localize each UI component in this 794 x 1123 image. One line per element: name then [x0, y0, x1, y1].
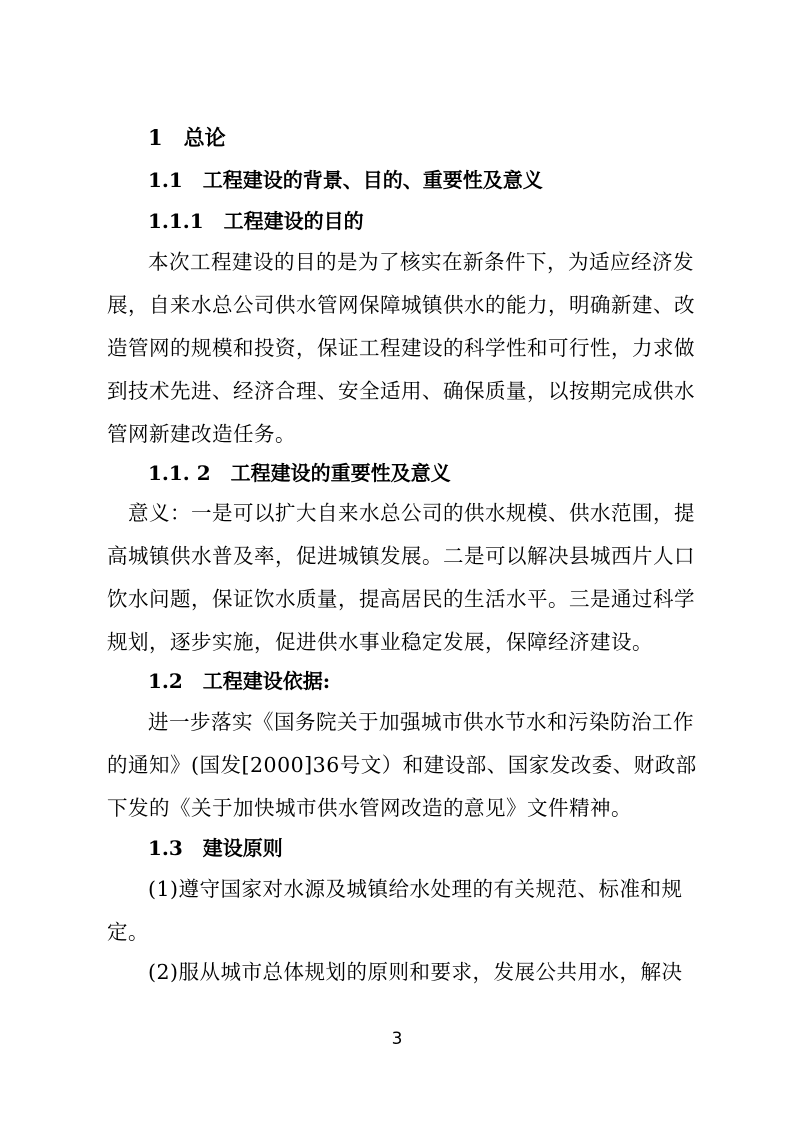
paragraph-line: 到技术先进、经济合理、安全适用、确保质量，以按期完成供水 [107, 379, 695, 403]
heading-1-1-1: 1.1.1 工程建设的目的 [148, 209, 364, 233]
paragraph-line: 规划，逐步实施，促进供水事业稳定发展，保障经济建设。 [107, 630, 653, 654]
heading-1-3: 1.3 建设原则 [148, 836, 283, 860]
paragraph-line: 高城镇供水普及率，促进城镇发展。二是可以解决县城西片人口 [107, 544, 695, 568]
paragraph-line: 进一步落实《国务院关于加强城市供水节水和污染防治工作 [148, 710, 694, 734]
heading-1-1: 1.1 工程建设的背景、目的、重要性及意义 [148, 168, 543, 192]
paragraph-line: 饮水问题，保证饮水质量，提高居民的生活水平。三是通过科学 [107, 587, 695, 611]
paragraph-line: 展，自来水总公司供水管网保障城镇供水的能力，明确新建、改 [107, 293, 695, 317]
paragraph-line: (1)遵守国家对水源及城镇给水处理的有关规范、标准和规 [148, 877, 683, 901]
heading-1-1-2: 1.1. 2 工程建设的重要性及意义 [148, 461, 451, 485]
paragraph-line: 下发的《关于加快城市供水管网改造的意见》文件精神。 [107, 796, 632, 820]
paragraph-line: 意义：一是可以扩大自来水总公司的供水规模、供水范围，提 [128, 501, 695, 525]
paragraph-line: 本次工程建设的目的是为了核实在新条件下，为适应经济发 [148, 250, 694, 274]
paragraph-line: 管网新建改造任务。 [107, 422, 296, 446]
paragraph-line: 造管网的规模和投资，保证工程建设的科学性和可行性，力求做 [107, 336, 695, 360]
paragraph-line: (2)服从城市总体规划的原则和要求，发展公共用水，解决 [148, 960, 683, 984]
heading-1: 1 总论 [148, 125, 226, 150]
paragraph-line: 的通知》(国发[2000]36号文）和建设部、国家发改委、财政部 [107, 753, 697, 777]
heading-1-2: 1.2 工程建设依据: [148, 669, 331, 693]
page-number: 3 [391, 1029, 403, 1049]
paragraph-line: 定。 [107, 920, 149, 944]
